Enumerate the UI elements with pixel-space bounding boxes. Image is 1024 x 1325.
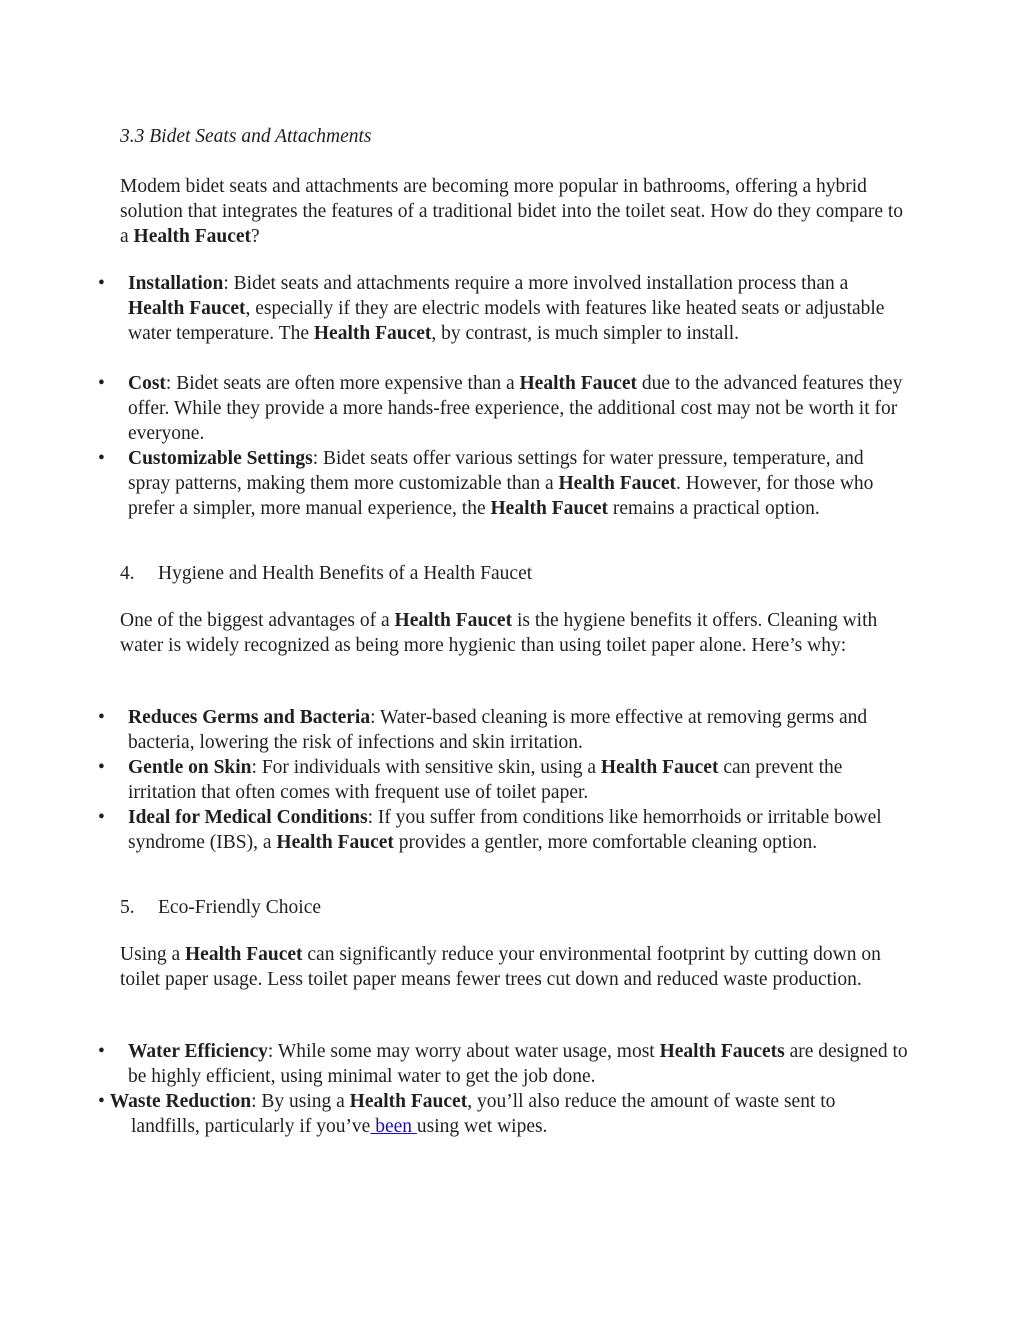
list-item-cost: • Cost: Bidet seats are often more expensive than a Health Faucet due to the advanced features they offer. While they provide a more hands-free experience, the additional cost may not be worth it for everyone. — [98, 373, 903, 444]
been-link[interactable]: been — [370, 1116, 417, 1137]
bullet-icon: • — [98, 1041, 105, 1062]
list-item-gentle-on-skin: • Gentle on Skin: For individuals with sensitive skin, using a Health Faucet can prevent the irritation that often comes with frequent use of toilet paper. — [98, 757, 843, 803]
section-5-intro: Using a Health Faucet can significantly reduce your environmental footprint by cutting down on toilet paper usage. Less toilet paper means fewer trees cut down and reduced waste production. — [120, 944, 881, 990]
section-4-heading: 4. Hygiene and Health Benefits of a Health Faucet — [120, 563, 533, 584]
section-3-3-heading: 3.3 Bidet Seats and Attachments — [120, 126, 372, 147]
section-3-3-intro: Modem bidet seats and attachments are becoming more popular in bathrooms, offering a hybrid solution that integrates the features of a traditional bidet into the toilet seat. How do they compare to a Health Faucet? — [120, 176, 904, 247]
bullet-icon: • — [98, 373, 105, 394]
section-4-intro: One of the biggest advantages of a Health Faucet is the hygiene benefits it offers. Cleaning with water is widely recognized as being more hygienic than using toilet paper alone. Here’s why: — [120, 610, 878, 656]
bullet-icon: • — [98, 757, 105, 778]
list-item-installation: • Installation: Bidet seats and attachments require a more involved installation process than a Health Faucet, especially if they are electric models with features like heated seats or adjustable water temperature. The Health Faucet, by contrast, is much simpler to install. — [98, 273, 885, 344]
list-item-reduces-germs: • Reduces Germs and Bacteria: Water-based cleaning is more effective at removing germs and bacteria, lowering the risk of infections and skin irritation. — [98, 707, 868, 753]
bullet-icon: • — [98, 807, 105, 828]
list-item-waste-reduction: • Waste Reduction: By using a Health Faucet, you’ll also reduce the amount of waste sent to landfills, particularly if you’ve been using wet wipes. — [98, 1091, 836, 1137]
bullet-icon: • — [98, 448, 105, 469]
bullet-icon: • — [98, 273, 105, 294]
list-item-customizable-settings: • Customizable Settings: Bidet seats offer various settings for water pressure, temperature, and spray patterns, making them more customizable than a Health Faucet. However, for those who prefer a simpler, more manual experience, the Health Faucet remains a practical option. — [98, 448, 874, 519]
list-item-medical-conditions: • Ideal for Medical Conditions: If you suffer from conditions like hemorrhoids or irritable bowel syndrome (IBS), a Health Faucet provides a gentler, more comfortable cleaning option. — [98, 807, 882, 853]
bullet-icon: • — [98, 707, 105, 728]
bullet-icon: • — [98, 1091, 105, 1112]
section-5-heading: 5. Eco-Friendly Choice — [120, 897, 321, 918]
list-item-water-efficiency: • Water Efficiency: While some may worry about water usage, most Health Faucets are designed to be highly efficient, using minimal water to get the job done. — [98, 1041, 908, 1087]
